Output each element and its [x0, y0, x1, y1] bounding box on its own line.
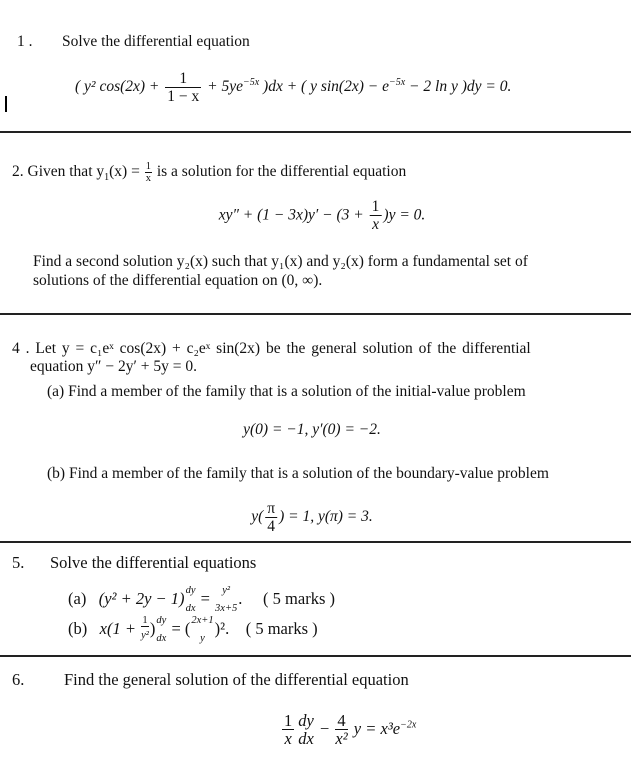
- q6-number: 6.: [12, 670, 25, 689]
- q5-number: 5.: [12, 553, 25, 572]
- q4-line1: 4 . Let y = c₁eˣ cos(2x) + c₂eˣ sin(2x) be the general solution of the differential: [12, 340, 531, 357]
- divider: [0, 313, 631, 315]
- q4-bvp: y( $\frac{\pi}{4}$ ) = 1, y(π) = 3.: [251, 500, 373, 535]
- q4-part-b: (b) Find a member of the family that is a solution of the boundary-value problem: [47, 465, 549, 482]
- text-cursor: [5, 96, 7, 112]
- q6-equation: $\frac{1}{x}$ dy dx − $\frac{4}{\text{x²}}$ $y = x^3e^{-2x}$: [284, 711, 417, 748]
- q5-prompt: Solve the differential equations: [50, 553, 257, 572]
- q5-part-b: (b) x(1 + $\frac{1}{\text{y²}}$ ) dy dx = ( 2x+1 y )². ( 5 marks ): [68, 615, 318, 644]
- divider: [0, 131, 631, 133]
- q4-ivp: y(0) = −1, y′(0) = −2.: [243, 421, 381, 438]
- q6-prompt: Find the general solution of the differential equation: [64, 670, 409, 689]
- q2-equation: xy″ + (1 − 3x)y′ − (3 + $\frac{1}{x} )y = 0$.: [218, 198, 426, 233]
- q4-line2: equation y″ − 2y′ + 5y = 0.: [30, 358, 197, 375]
- divider: [0, 541, 631, 543]
- q5-part-a: (a) (y² + 2y − 1) dy dx = y² 3x+5 . ( 5 marks ): [68, 585, 335, 614]
- q2-intro: 2. Given that $y_1(x)$ = $\frac{1}{x}$ is a solution for the differential equation: [12, 161, 407, 184]
- q1-number: 1 .: [17, 33, 33, 50]
- q2-text-line2: solutions of the differential equation on (0, ∞).: [33, 272, 323, 289]
- divider: [0, 655, 631, 657]
- q4-part-a: (a) Find a member of the family that is a solution of the initial-value problem: [47, 383, 526, 400]
- q1-prompt: Solve the differential equation: [62, 33, 250, 50]
- q2-text-line1: Find a second solution y₂(x) such that y₁(x) and y₂(x) form a fundamental set of: [33, 253, 528, 270]
- q1-equation: ( y² cos(2x) + $\frac{1}{1 - x}$ + $5ye^{-5x}$ )dx + ( y $\sin(2x) - e^{-5x} - 2$ ln y )dy = 0.: [75, 70, 512, 105]
